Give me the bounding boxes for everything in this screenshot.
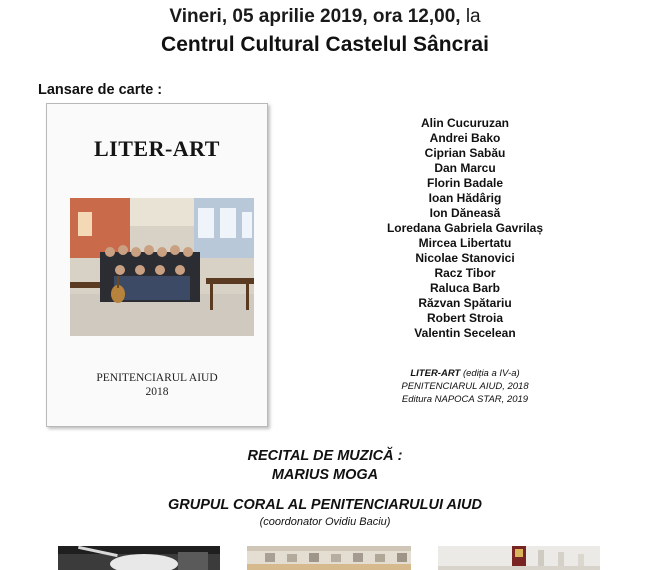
book-cover: [46, 103, 268, 427]
author-name: Ion Dăneasă: [429, 206, 501, 220]
author-name: Răzvan Spătariu: [418, 296, 512, 310]
hall-photo-icon: [58, 546, 220, 570]
book-cover-title: LITER-ART: [94, 136, 220, 161]
book-cover-publisher: PENITENCIARUL AIUD: [96, 372, 218, 384]
author-name: Nicolae Stanovici: [415, 251, 515, 265]
author-name: Ioan Hădârig: [428, 191, 502, 205]
book-info: [350, 367, 580, 406]
book-cover-year: 2018: [145, 386, 169, 398]
book-info-publisher: PENITENCIARUL AIUD, 2018: [401, 381, 529, 392]
authors-list: [350, 116, 580, 341]
author-name: Alin Cucuruzan: [420, 116, 509, 130]
author-name: Loredana Gabriela Gavrilaș: [386, 221, 544, 235]
group-photo-icon: [70, 198, 254, 336]
event-date-text: Vineri, 05 aprilie 2019, ora 12,00,: [169, 6, 461, 27]
book-launch-label: Lansare de carte :: [38, 82, 163, 98]
book-info-title: LITER-ART: [410, 368, 461, 379]
corridor-photo-icon: [438, 546, 600, 570]
author-name: Andrei Bako: [429, 131, 501, 145]
author-name: Robert Stroia: [426, 311, 503, 325]
author-name: Florin Badale: [426, 176, 503, 190]
author-name: Raluca Barb: [429, 281, 501, 295]
book-info-title-line: [350, 367, 580, 380]
author-name: Mircea Libertatu: [418, 236, 512, 250]
book-info-press: Editura NAPOCA STAR, 2019: [401, 394, 529, 405]
event-venue: Centrul Cultural Castelul Sâncrai: [161, 33, 489, 56]
event-date-suffix: la: [465, 6, 481, 27]
choir-name: GRUPUL CORAL AL PENITENCIARULUI AIUD: [168, 497, 482, 513]
performer-name: MARIUS MOGA: [271, 467, 379, 483]
book-info-edition: (ediția a IV-a): [462, 368, 520, 379]
event-date-line: [0, 6, 650, 28]
choir-coordinator: (coordonator Ovidiu Baciu): [259, 516, 391, 528]
author-name: Valentin Secelean: [414, 326, 516, 340]
author-name: Dan Marcu: [434, 161, 496, 175]
recital-heading: RECITAL DE MUZICĂ :: [247, 448, 403, 464]
author-name: Ciprian Sabău: [424, 146, 506, 160]
gallery-photo-icon: [247, 546, 411, 570]
author-name: Racz Tibor: [434, 266, 496, 280]
